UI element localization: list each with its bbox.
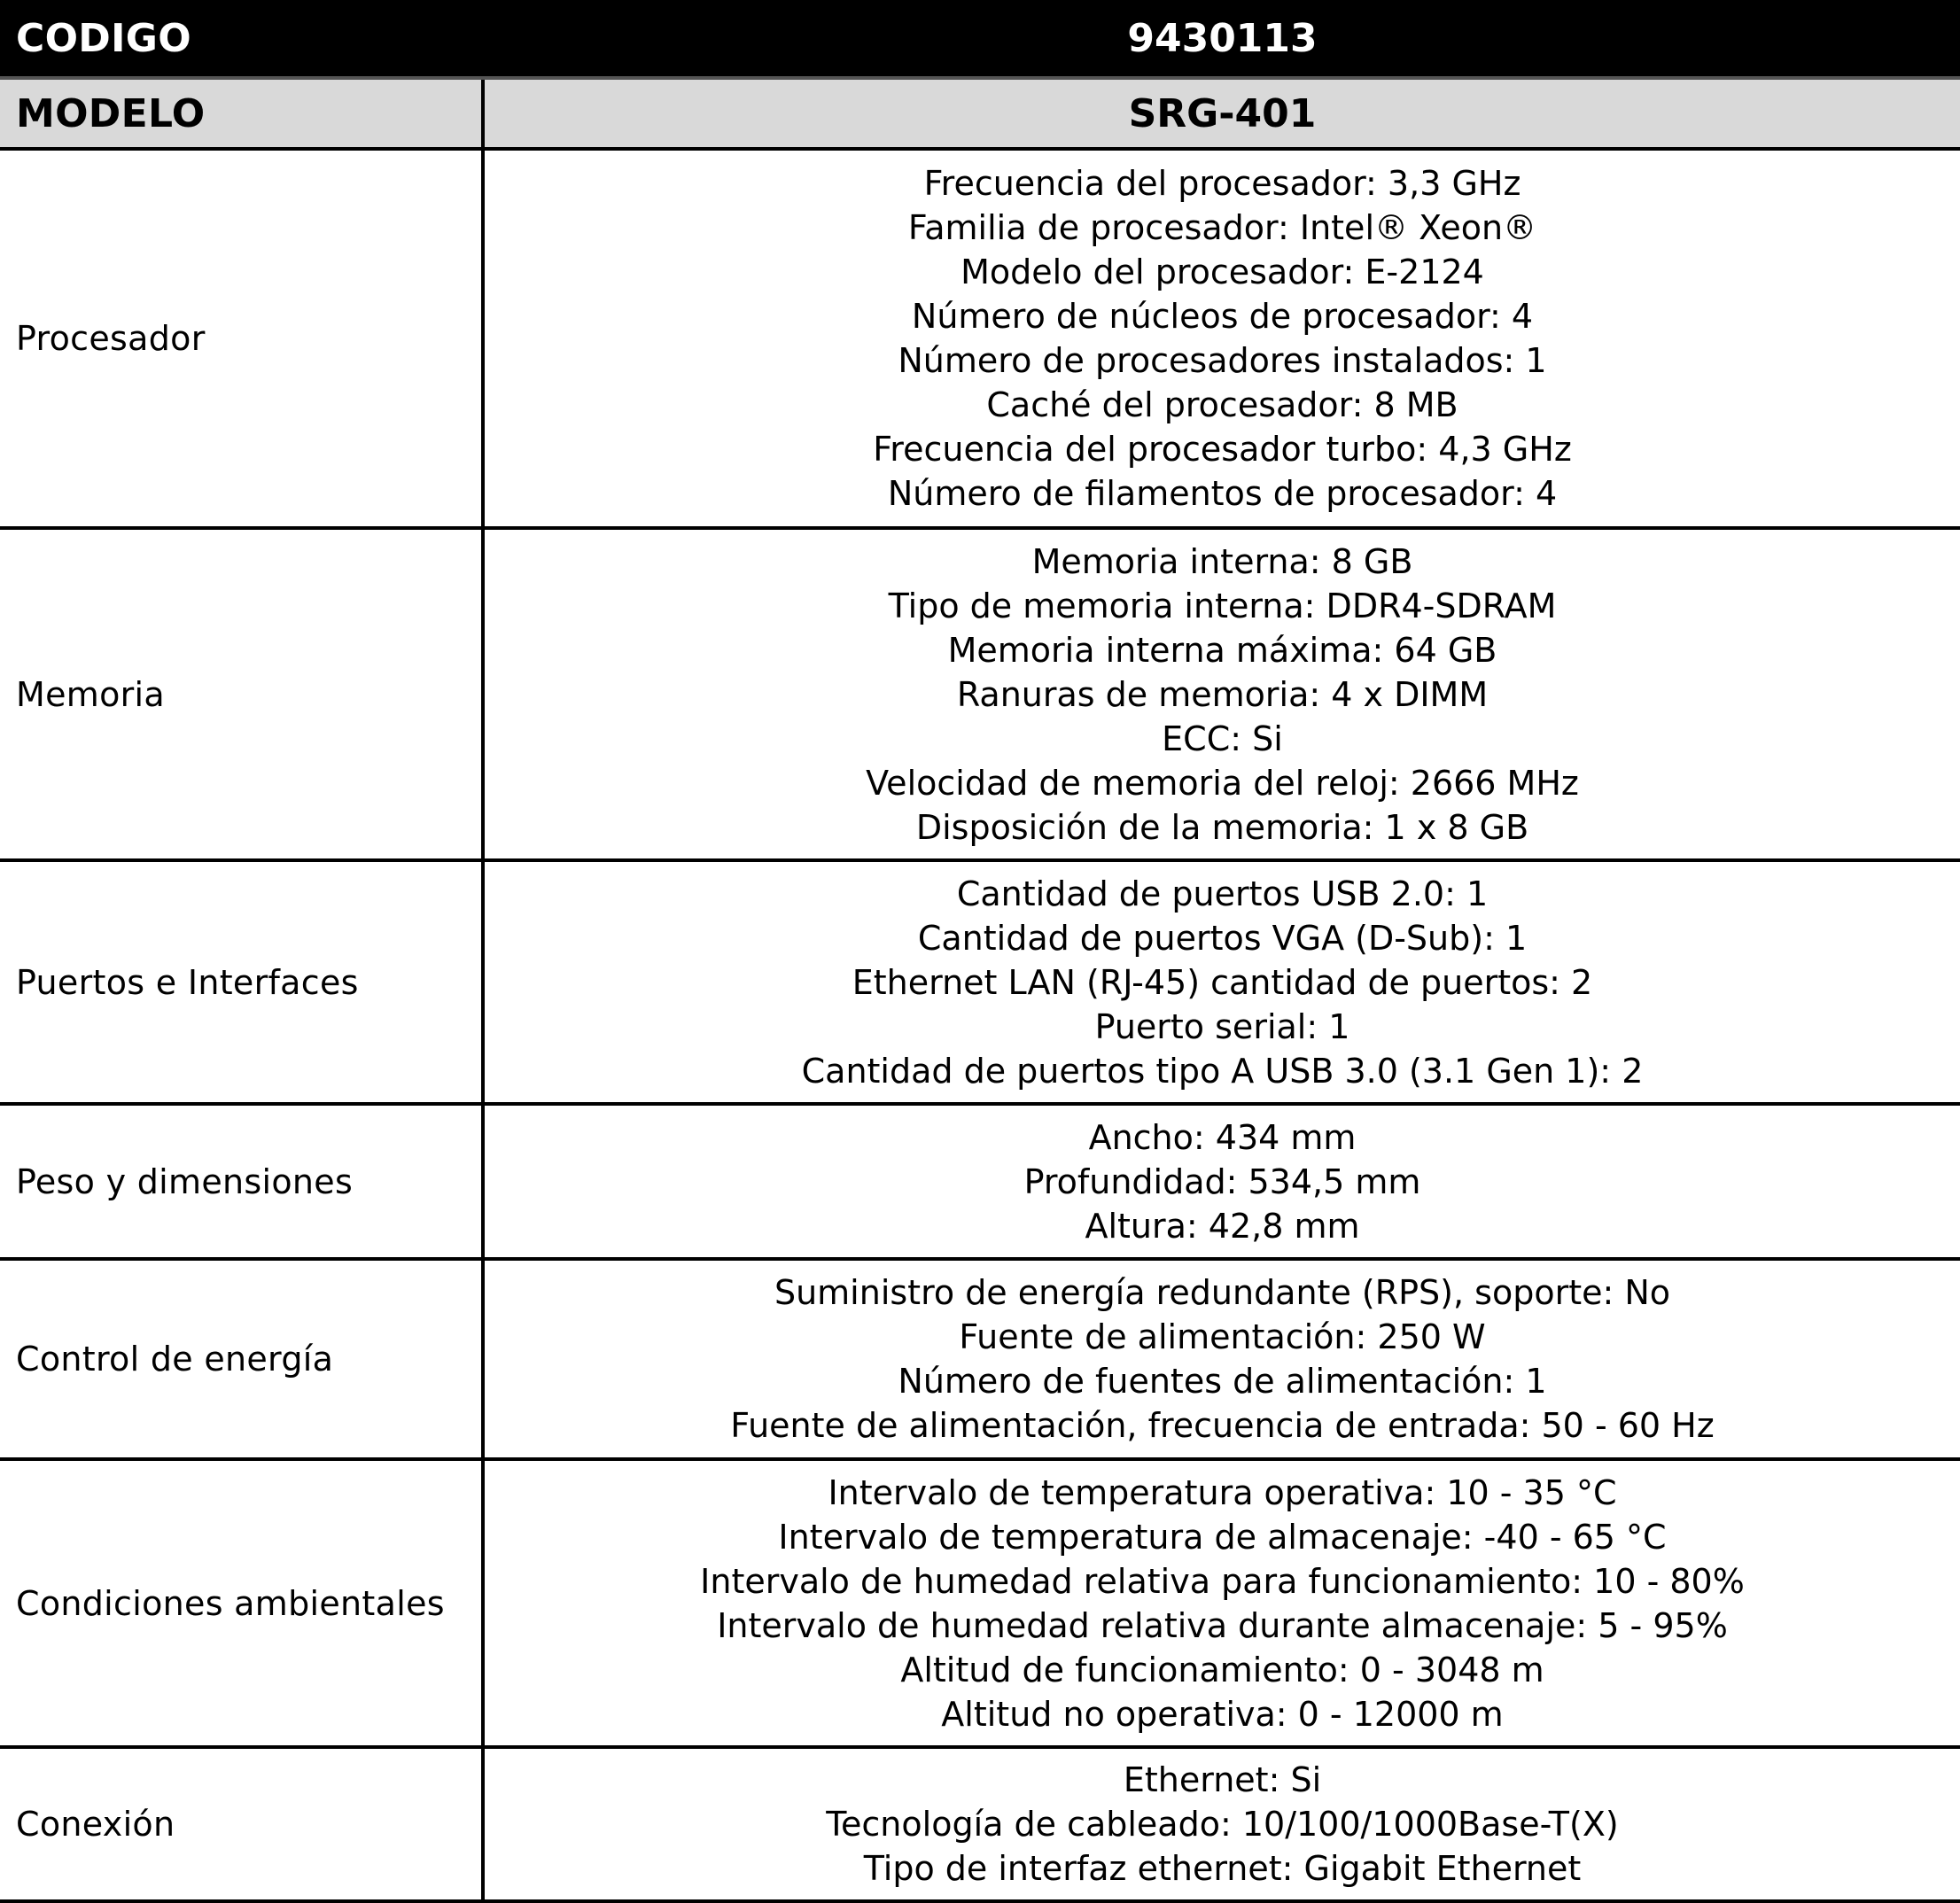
- row-divider: [0, 1899, 1960, 1903]
- spec-section-row: [0, 1106, 1960, 1257]
- spec-line: Memoria interna máxima: 64 GB: [947, 630, 1497, 670]
- spec-line: Intervalo de humedad relativa para funcionamiento: 10 - 80%: [700, 1561, 1745, 1601]
- spec-line: Ethernet LAN (RJ-45) cantidad de puertos: 2: [852, 962, 1593, 1002]
- spec-section-row: [0, 151, 1960, 526]
- spec-line: Cantidad de puertos USB 2.0: 1: [956, 874, 1489, 913]
- model-label: MODELO: [16, 90, 206, 136]
- spec-line: Tipo de interfaz ethernet: Gigabit Ethernet: [863, 1849, 1582, 1888]
- model-value: SRG-401: [1128, 90, 1317, 136]
- spec-line: Cantidad de puertos VGA (D-Sub): 1: [917, 918, 1528, 958]
- spec-section-row: [0, 1461, 1960, 1745]
- spec-line: Número de núcleos de procesador: 4: [911, 297, 1534, 336]
- section-label: Conexión: [16, 1805, 175, 1844]
- section-values: [485, 1461, 1960, 1745]
- spec-line: Número de fuentes de alimentación: 1: [898, 1362, 1547, 1401]
- code-row: [0, 0, 1960, 76]
- spec-line: Caché del procesador: 8 MB: [986, 385, 1458, 424]
- section-values: [485, 151, 1960, 526]
- spec-line: ECC: Si: [1162, 718, 1283, 758]
- spec-line: Familia de procesador: Intel® Xeon®: [907, 208, 1537, 247]
- spec-section-row: [0, 1749, 1960, 1899]
- spec-line: Fuente de alimentación, frecuencia de entrada: 50 - 60 Hz: [730, 1406, 1715, 1445]
- section-values: [485, 1261, 1960, 1457]
- spec-line: Intervalo de temperatura de almacenaje: -40 - 65 °C: [778, 1517, 1667, 1557]
- spec-line: Frecuencia del procesador: 3,3 GHz: [923, 164, 1521, 203]
- spec-line: Ancho: 434 mm: [1088, 1117, 1357, 1157]
- section-label: Peso y dimensiones: [16, 1161, 354, 1201]
- spec-line: Intervalo de temperatura operativa: 10 - 35 °C: [828, 1472, 1617, 1512]
- spec-line: Disposición de la memoria: 1 x 8 GB: [915, 807, 1529, 847]
- spec-line: Tecnología de cableado: 10/100/1000Base-T(X): [826, 1805, 1619, 1844]
- spec-line: Frecuencia del procesador turbo: 4,3 GHz: [873, 430, 1572, 469]
- spec-line: Cantidad de puertos tipo A USB 3.0 (3.1 Gen 1): 2: [801, 1051, 1644, 1091]
- spec-line: Profundidad: 534,5 mm: [1023, 1161, 1421, 1201]
- section-values: [485, 1106, 1960, 1257]
- section-label: Procesador: [16, 319, 206, 358]
- section-label: Condiciones ambientales: [16, 1583, 445, 1623]
- spec-line: Suministro de energía redundante (RPS), soporte: No: [774, 1273, 1671, 1312]
- spec-line: Tipo de memoria interna: DDR4-SDRAM: [888, 586, 1557, 625]
- spec-line: Ranuras de memoria: 4 x DIMM: [956, 674, 1489, 714]
- model-row: [0, 80, 1960, 147]
- spec-line: Memoria interna: 8 GB: [1031, 541, 1413, 581]
- spec-section-row: [0, 1261, 1960, 1457]
- section-values: [485, 530, 1960, 858]
- spec-line: Altura: 42,8 mm: [1085, 1206, 1360, 1246]
- spec-line: Fuente de alimentación: 250 W: [959, 1317, 1486, 1356]
- spec-line: Ethernet: Si: [1123, 1760, 1322, 1799]
- spec-section-row: [0, 530, 1960, 858]
- spec-line: Velocidad de memoria del reloj: 2666 MHz: [866, 763, 1579, 803]
- spec-line: Altitud no operativa: 0 - 12000 m: [941, 1694, 1504, 1734]
- spec-line: Número de filamentos de procesador: 4: [887, 474, 1558, 513]
- section-label: Memoria: [16, 674, 165, 714]
- section-label: Puertos e Interfaces: [16, 962, 359, 1002]
- spec-line: Puerto serial: 1: [1094, 1006, 1350, 1046]
- section-values: [485, 862, 1960, 1102]
- spec-section-row: [0, 862, 1960, 1102]
- code-value: 9430113: [1127, 15, 1318, 61]
- spec-line: Intervalo de humedad relativa durante almacenaje: 5 - 95%: [717, 1605, 1728, 1645]
- section-values: [485, 1749, 1960, 1899]
- code-label: CODIGO: [16, 15, 191, 61]
- section-label: Control de energía: [16, 1340, 334, 1379]
- spec-line: Número de procesadores instalados: 1: [898, 341, 1547, 380]
- spec-line: Modelo del procesador: E-2124: [961, 252, 1484, 291]
- spec-line: Altitud de funcionamiento: 0 - 3048 m: [900, 1650, 1544, 1689]
